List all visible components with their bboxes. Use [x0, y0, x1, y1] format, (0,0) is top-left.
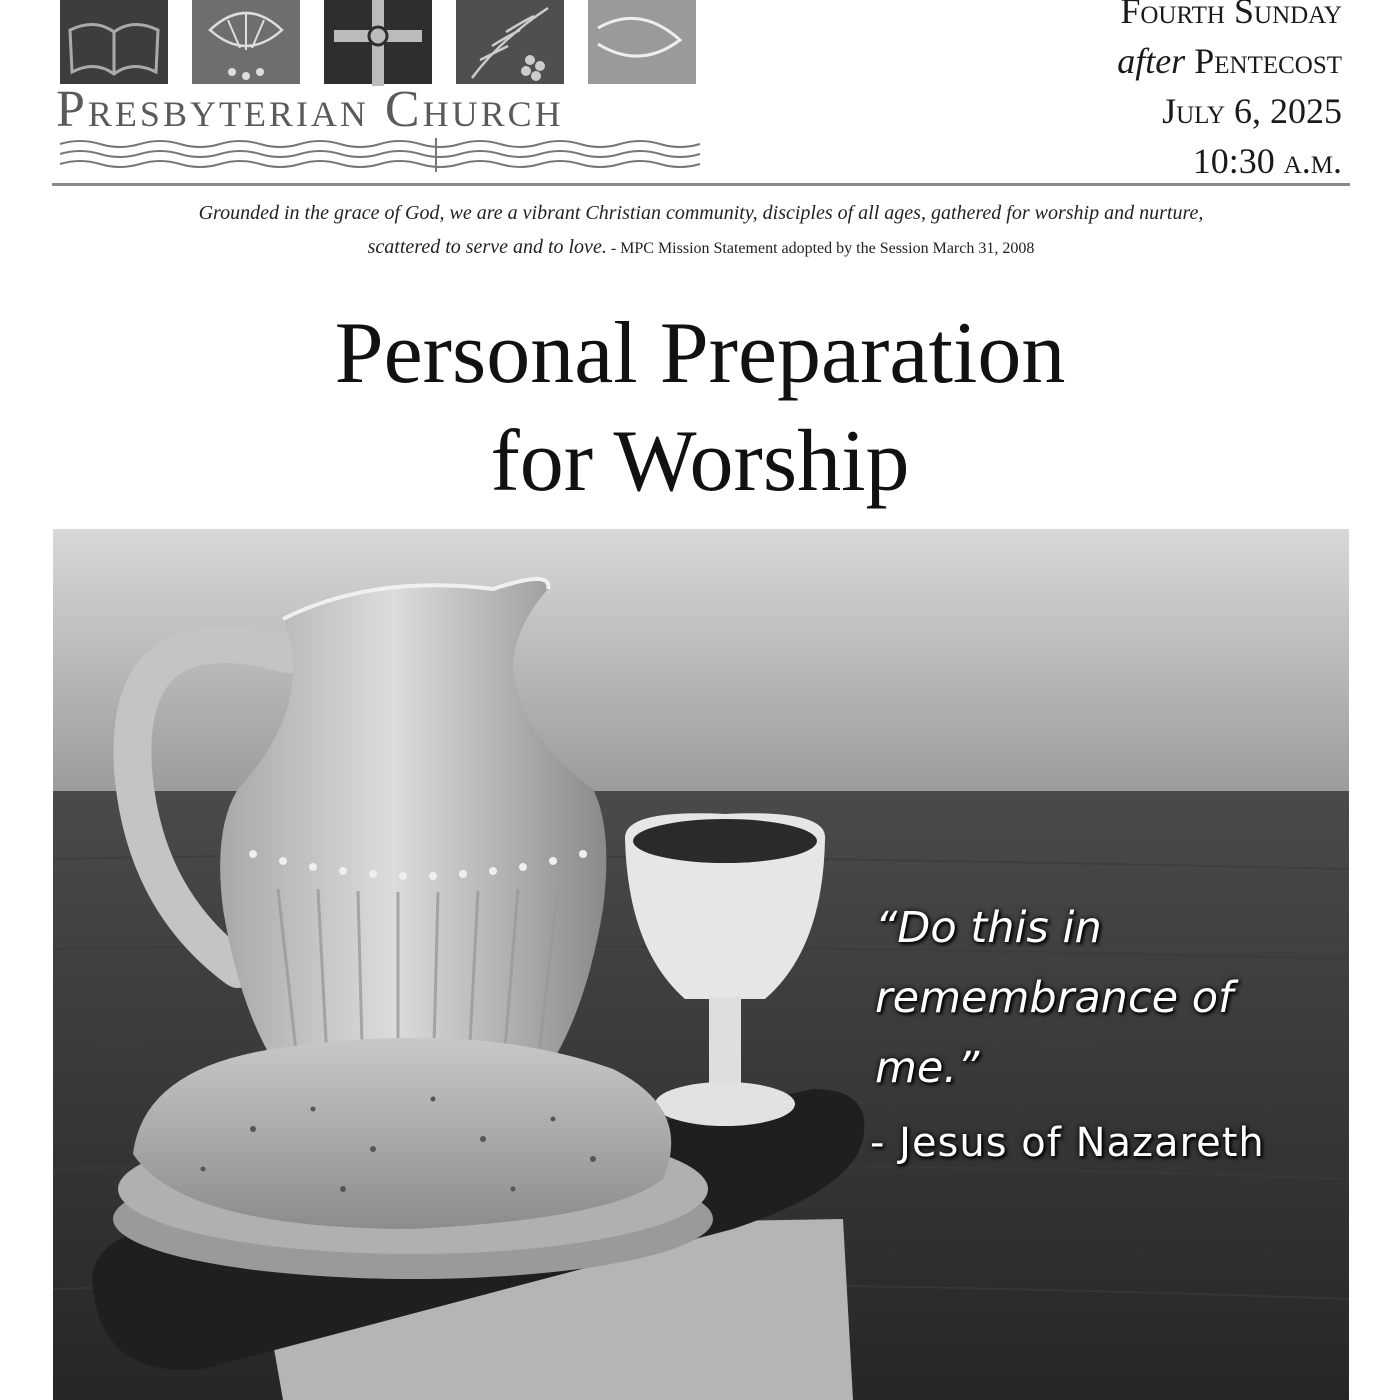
mission-statement — [52, 196, 1350, 266]
service-date-block — [1117, 0, 1342, 186]
season-prefix: after — [1117, 41, 1186, 81]
service-date: July 6, 2025 — [1162, 91, 1342, 131]
shell-icon — [192, 0, 300, 84]
mission-line-1: Grounded in the grace of God, we are a vibrant Christian community, disciples of all ages, gathered for worship and nurture, — [198, 202, 1204, 224]
mission-line-2-text: scattered to serve and to love. — [367, 236, 607, 258]
service-time-value: 10:30 — [1192, 141, 1275, 181]
mission-line-2 — [52, 230, 1350, 266]
wheat-grapes-icon — [456, 0, 564, 84]
page-title-line-1: Personal Preparation — [334, 305, 1066, 402]
waves-icon — [56, 138, 702, 172]
cross-icon — [324, 0, 432, 86]
liturgical-season — [1117, 36, 1342, 86]
communion-photo — [53, 529, 1349, 1400]
page-title — [0, 300, 1400, 516]
church-name: Presbyterian Church — [56, 81, 564, 138]
quote-attribution: - Jesus of Nazareth — [870, 1120, 1265, 1166]
mission-attribution: - MPC Mission Statement adopted by the Session March 31, 2008 — [606, 240, 1035, 257]
service-time-suffix: a.m. — [1274, 141, 1342, 181]
header-divider — [52, 183, 1350, 186]
open-book-icon — [60, 0, 168, 84]
church-logo — [52, 0, 702, 180]
season-name: Pentecost — [1185, 41, 1342, 81]
fish-icon — [588, 0, 696, 84]
logo-symbol-tiles — [60, 0, 700, 86]
page-title-line-2: for Worship — [490, 413, 910, 510]
scripture-quote: “Do this in remembrance of me.” — [875, 903, 1234, 1093]
service-time — [1117, 136, 1342, 186]
liturgical-week: Fourth Sunday — [1120, 0, 1342, 31]
